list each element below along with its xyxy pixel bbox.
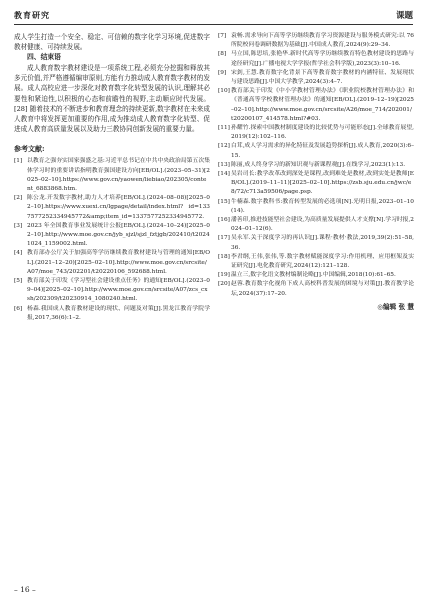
reference-item: [20] 赵蓉.教育数字化视角下成人高校科普发展的困境与对策[J].教育教学论坛,2024(37):17–20. bbox=[218, 281, 414, 297]
reference-item: [2] 陈公龙.开发数字教材,助力人才培养[EB/OL].(2024–08–08)[2025–02–10].https://www.xuexi.cn/lgpage/detail/index.html? id=1337577252334945772&amp;item_id=1337577252334945772. bbox=[14, 195, 210, 220]
reference-item: [19] 温立三,数字化语文教材编制论略[J].中国编辑,2018(10):61–65. bbox=[218, 272, 396, 279]
reference-item: [10] 教育部关于印发《中小学教材管理办法》《职业院校教材管理办法》和《普通高等学校教材管理办法》的通知[EB/OL].(2019–12–19)[2025–02–10].http://www.moe.gov.cn/srcsite/A26/moe_714/202001/t20200107_414578.html?#03. bbox=[218, 88, 414, 122]
body-paragraph-1: 成人学生打造一个安全、稳定、可信赖的数字化学习环境,促进数字教材健康、可持续发展。 bbox=[14, 33, 210, 52]
reference-item: [12] 白茸,成人学习需求的异化特征及发展趋势探析[J].成人教育,2020(3):6–15. bbox=[218, 143, 415, 159]
left-column bbox=[14, 32, 210, 323]
reference-item: [13] 陈丽,成人终身学习的新知识观与新课程观[J].在线学习,2023(1):13. bbox=[218, 161, 406, 168]
header-rule bbox=[14, 24, 413, 25]
editor-credit: ◎编辑 张 慧 bbox=[377, 302, 414, 311]
references-heading: 参考文献: bbox=[14, 144, 45, 154]
page-number: – 16 – bbox=[14, 585, 36, 594]
reference-list-right bbox=[218, 32, 414, 299]
reference-list-left bbox=[14, 157, 210, 323]
body-paragraph-2: 成人教育数字教材建设是一项系统工程,必须充分挖掘和释放其多元价值,并严格遵循编审原则,方能有力推动成人教育数字教材的发展。成人高校应进一步深化对教育数字化转型发展的认识,理解其必要性和紧迫性,以积极的心态和前瞻性的视野,主动顺应时代发展。[28] 随着技术的不断进步和教育理念的持续更新,数字教材在未来成人教育中将发挥更加重要的作用,成为推动成人教育数字化转型、促进成人教育高质量发展以及助力三教协同创新发展的重要力量。 bbox=[14, 64, 210, 134]
reference-item: [14] 吴岩司长:教学改革改到深处是课程,改到难处是教材,改到实处是教师[EB/OL].(2019–11–11)[2025–02–10].https://zsb.sju.edu.cn/jwc/e8/72/c713a59506/page.psp. bbox=[218, 171, 414, 196]
reference-item: [7] 袁畅.需求导向下高等学历继续教育学习资源建设与服务模式研究:以 76 所院校问卷调研数据为基础[J].中国成人教育,2024(9):29–34. bbox=[218, 33, 414, 49]
reference-item: [6] 杨森.我国成人教育教材建设的现状、问题及对策[J].黑龙江教育学院学报,2017,36(6):1–2. bbox=[14, 305, 210, 321]
reference-item: [8] 马立国,陈思培,张艳华.新时代高等学历继续教育特色教材建设的思路与途径研究[J].广播电视大学学报(哲学社会科学版),2023(3):10–16. bbox=[218, 51, 414, 67]
section-heading: 四、结束语 bbox=[27, 53, 61, 62]
reference-item: [16] 潘善印,推进技能型社会建设,为高质量发展提供人才支撑[N].学习时报,2024–01–12(6). bbox=[218, 217, 414, 233]
journal-name: 教育研究 bbox=[14, 10, 50, 20]
reference-item: [4] 教育部办公厅关于加强高等学历继续教育教材建设与管理的通知[EB/OL].(2021–12–20)[2025–02–10].http://www.moe.gov.cn/srcsite/A07/moe_743/202201/t20220106_592688.html. bbox=[14, 250, 210, 275]
reference-item: [5] 教育部关于印发《学习型社会建设重点任务》的通知[EB/OL].(2023–09–04)[2025–02–10].http://www.moe.gov.cn/srcsite/A07/zcs_cxsh/202309/t20230914_1080240.html. bbox=[14, 278, 210, 303]
reference-item: [18] 李君纲,王伟,张伟,等.数字教材赋能深度学习:作用机理、应用框架及实证研究[J].电化教育研究,2024(12):121–128. bbox=[218, 253, 414, 270]
reference-item: [11] 孙耀竹.探索中国教材制度建设的比较优势与可能形态[J].全球教育展望,2019(12):102–116. bbox=[218, 125, 414, 141]
right-column bbox=[218, 32, 414, 311]
reference-item: [15] 牛楠森.数字教科书:教育转型发展的必选项[N].光明日报,2023–01–10(14). bbox=[218, 198, 414, 214]
section-label: 课题 bbox=[395, 11, 413, 21]
reference-item: [3] 2023 年全国教育事业发展统计公报[EB/OL].(2024–10–24)[2025–02–10].http://www.moe.gov.cn/jyb_sjzl/sjzl_fztjgb/202410/t20241024_1159002.html. bbox=[14, 222, 210, 248]
reference-item: [1] 以教育之强夯实国家强盛之基:习近平总书记在中共中央政治局第五次集体学习时的重要讲话指明教育强国建设方向[EB/OL].(2023–05–31)[2025–02–10].https://www.gov.cn/yaowen/liebiao/202305/content_6883868.htm. bbox=[14, 158, 210, 193]
reference-item: [17] 吴永军.关于深度学习的再认识[J].课程·教材·教法,2019,39(2):51–58,36. bbox=[218, 235, 414, 251]
reference-item: [9] 宋釗,王慧.教育数字化背景下高等教育数字教材的内涵特征、发展现状与建设思路[J].中国大学教学,2024(3):4–7. bbox=[218, 69, 414, 86]
